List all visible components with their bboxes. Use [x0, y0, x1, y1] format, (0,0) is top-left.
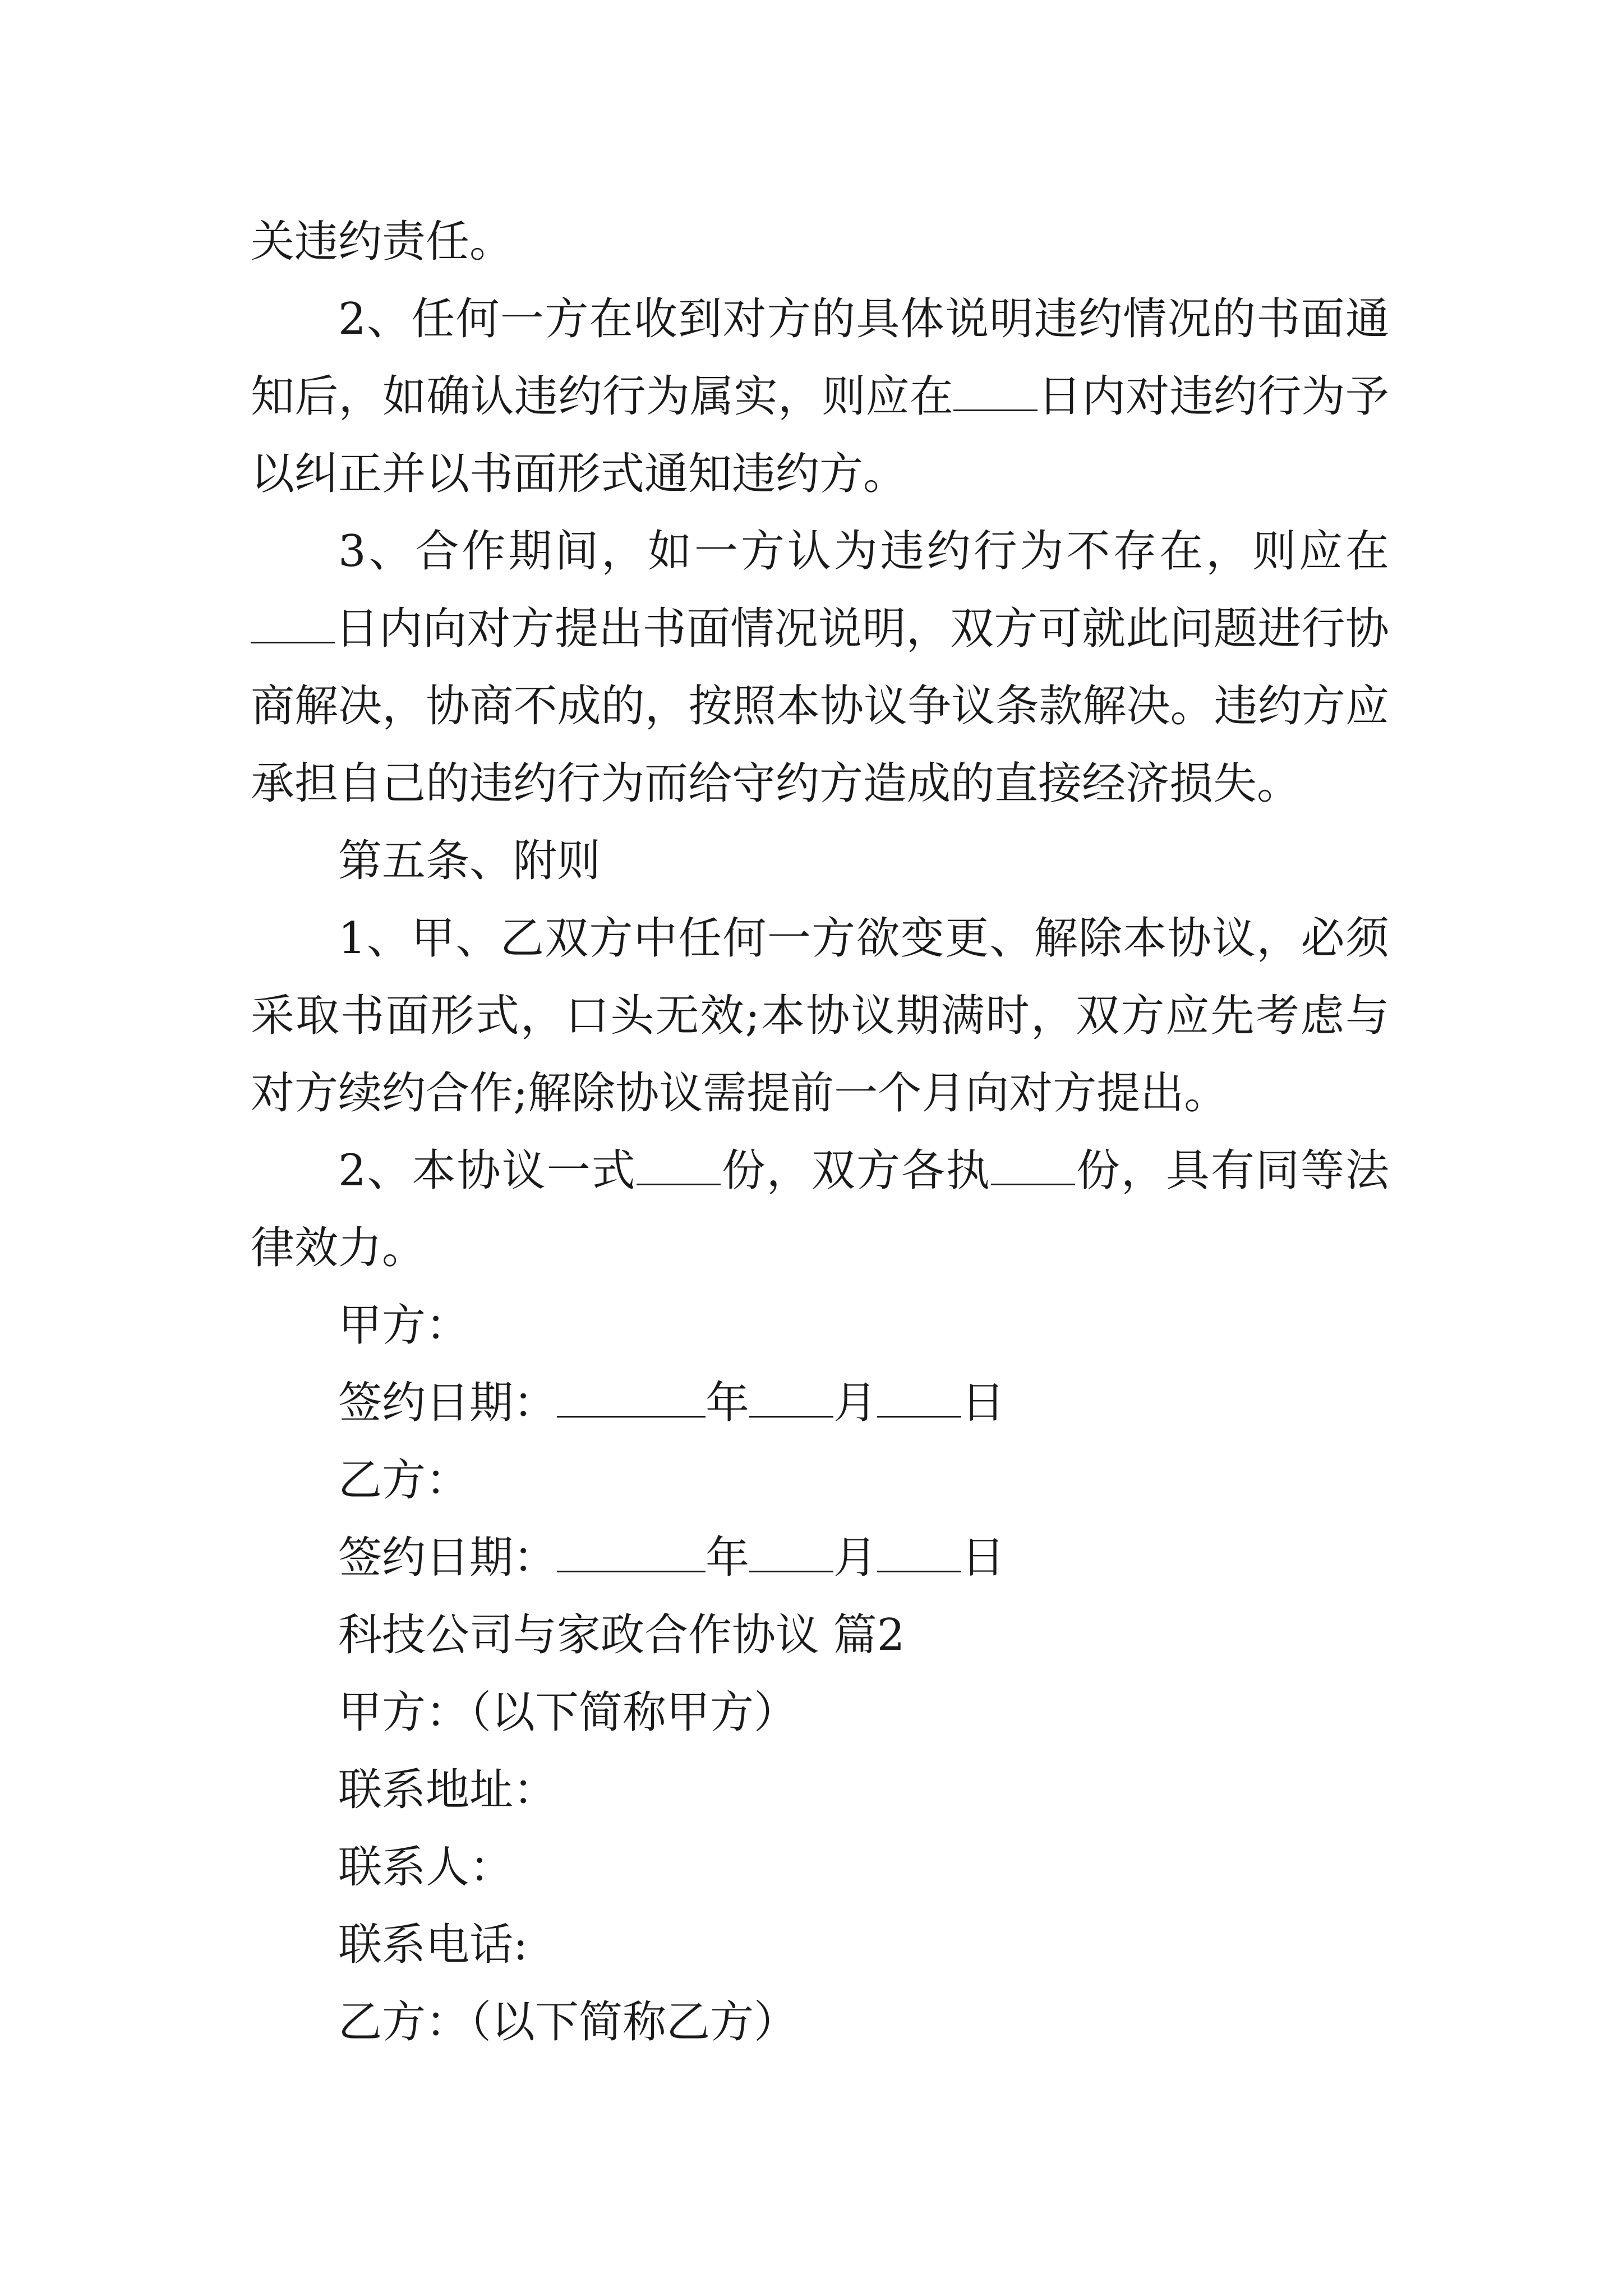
section-2-title — [251, 1596, 1389, 1674]
text: 签约日期： — [338, 1378, 557, 1428]
text: 甲方： — [338, 1300, 470, 1351]
blank-month-field — [749, 1377, 833, 1418]
party-b-full-line — [251, 1984, 1389, 2061]
text: 联系电话: — [338, 1920, 528, 1970]
text: 日 — [961, 1378, 1006, 1428]
contact-person-line — [251, 1829, 1389, 1906]
party-a-sign-date — [251, 1364, 1389, 1442]
blank-days-field — [251, 602, 335, 643]
text: 日 — [961, 1533, 1006, 1583]
text: 关违约责任。 — [251, 217, 514, 267]
blank-copies-field — [637, 1144, 721, 1185]
text: 月 — [833, 1378, 878, 1428]
text: 年 — [706, 1533, 750, 1583]
party-b-sign-date — [251, 1519, 1389, 1596]
blank-day-field — [877, 1531, 961, 1572]
text: 月 — [833, 1533, 878, 1583]
blank-days-field — [953, 370, 1038, 411]
text: 日内向对方提出书面情况说明，双方可就此问题进行协商解决，协商不成的，按照本协议争议条款解决。违约方应承担自己的违约行为而给守约方造成的直接经济损失。 — [251, 604, 1389, 809]
blank-month-field — [749, 1531, 833, 1572]
blank-year-field — [557, 1377, 706, 1418]
text: 联系地址： — [338, 1765, 557, 1815]
party-b-signature-line — [251, 1442, 1389, 1519]
contact-address-line — [251, 1751, 1389, 1829]
paragraph-appendix-1 — [251, 900, 1389, 1132]
blank-year-field — [557, 1531, 706, 1572]
party-a-signature-line — [251, 1287, 1389, 1364]
text: 第五条、附则 — [338, 836, 601, 886]
paragraph-breach-liability-end — [251, 203, 1389, 280]
text: 年 — [706, 1378, 750, 1428]
text: 科技公司与家政合作协议 篇2 — [338, 1610, 905, 1660]
contact-phone-line — [251, 1906, 1389, 1984]
text: 份，双方各执 — [720, 1145, 991, 1196]
paragraph-appendix-2 — [251, 1132, 1389, 1287]
paragraph-clause-2 — [251, 280, 1389, 513]
text: 2、任何一方在收到对方的具体说明违约情况的书面通知后，如确认违约行为属实，则应在 — [251, 294, 1389, 422]
text: 2、本协议一式 — [338, 1145, 637, 1196]
paragraph-clause-3 — [251, 513, 1389, 822]
text: 乙方： — [338, 1455, 470, 1506]
text: 1、甲、乙双方中任何一方欲变更、解除本协议，必须采取书面形式，口头无效;本协议期满时，双方应先考虑与对方续约合作;解除协议需提前一个月向对方提出。 — [251, 913, 1389, 1119]
document-body — [251, 203, 1389, 2061]
text: 日内对违约行为予以纠正并以书面形式通知违约方。 — [251, 371, 1389, 499]
blank-copies-each-field — [991, 1144, 1075, 1185]
text: 甲方：（以下简称甲方） — [338, 1687, 798, 1738]
text: 签约日期： — [338, 1533, 557, 1583]
blank-day-field — [877, 1377, 961, 1418]
text: 份，具有同等法律效力。 — [251, 1145, 1389, 1273]
text: 联系人： — [338, 1842, 514, 1893]
text: 乙方：（以下简称乙方） — [338, 1997, 798, 2047]
article-5-heading — [251, 822, 1389, 900]
party-a-full-line — [251, 1674, 1389, 1751]
text: 3、合作期间，如一方认为违约行为不存在，则应在 — [338, 526, 1389, 577]
